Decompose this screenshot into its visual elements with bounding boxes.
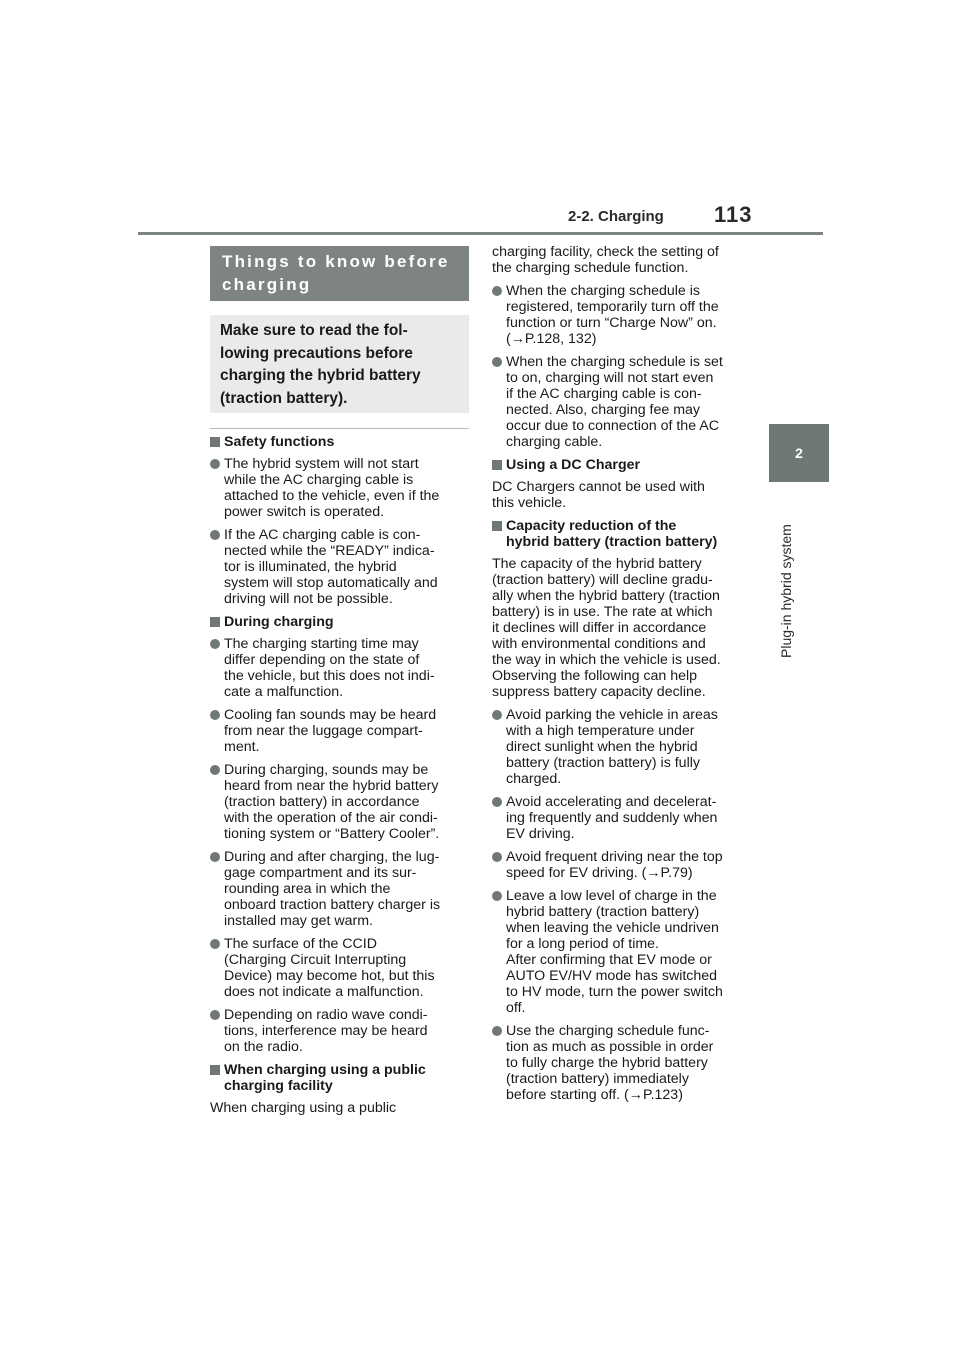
heading-capacity-reduction xyxy=(492,518,750,550)
circle-bullet-icon xyxy=(492,710,502,720)
list-item xyxy=(492,707,750,787)
circle-bullet-icon xyxy=(492,357,502,367)
heading-text: When charging using a public charging facility xyxy=(224,1062,426,1094)
paragraph xyxy=(492,556,750,700)
list-item xyxy=(492,888,750,1016)
circle-bullet-icon xyxy=(210,939,220,949)
list-item xyxy=(492,794,750,842)
right-column xyxy=(492,244,750,1110)
section-title: 2-2. Charging xyxy=(568,208,664,225)
callout-body-text: Make sure to read the fol- lowing precautions before charging the hybrid battery (traction battery). xyxy=(220,322,421,407)
list-item xyxy=(210,849,470,929)
heading-text: Capacity reduction of the hybrid battery (traction battery) xyxy=(506,518,718,550)
list-item-text: Depending on radio wave condi- tions, interference may be heard on the radio. xyxy=(224,1007,428,1055)
circle-bullet-icon xyxy=(492,852,502,862)
callout-title xyxy=(210,246,469,301)
heading-text: Safety functions xyxy=(224,434,335,450)
circle-bullet-icon xyxy=(210,852,220,862)
list-item xyxy=(210,456,470,520)
chapter-title: Plug-in hybrid system xyxy=(778,524,794,658)
list-item xyxy=(210,762,470,842)
list-item xyxy=(210,1007,470,1055)
list-item-text: Avoid accelerating and decelerat- ing frequently and suddenly when EV driving. xyxy=(506,794,718,842)
circle-bullet-icon xyxy=(210,459,220,469)
circle-bullet-icon xyxy=(210,1010,220,1020)
circle-bullet-icon xyxy=(492,797,502,807)
list-item xyxy=(492,283,750,347)
list-item-text: Use the charging schedule func- tion as much as possible in order to fully charge the hybrid battery (traction battery) immediately before starting off. (→P.123) xyxy=(506,1023,714,1103)
circle-bullet-icon xyxy=(492,891,502,901)
paragraph-text: When charging using a public xyxy=(210,1100,397,1116)
page-number: 113 xyxy=(714,202,753,227)
paragraph-text: charging facility, check the setting of the charging schedule function. xyxy=(492,244,719,276)
list-item-text: Cooling fan sounds may be heard from near the luggage compart- ment. xyxy=(224,707,437,755)
heading-during-charging xyxy=(210,614,470,630)
section-divider xyxy=(210,428,469,429)
paragraph xyxy=(492,244,750,276)
chapter-label xyxy=(778,488,798,658)
chapter-tab xyxy=(769,424,829,482)
chapter-number: 2 xyxy=(795,445,803,461)
heading-public-charging xyxy=(210,1062,470,1094)
circle-bullet-icon xyxy=(210,765,220,775)
circle-bullet-icon xyxy=(492,1026,502,1036)
square-bullet-icon xyxy=(492,521,502,531)
paragraph-text: DC Chargers cannot be used with this vehicle. xyxy=(492,479,705,511)
list-item-text: If the AC charging cable is con- nected while the “READY” indica- tor is illuminated, the hybrid system will stop automatically and driving will not be possible. xyxy=(224,527,438,607)
list-item xyxy=(492,849,750,881)
square-bullet-icon xyxy=(210,617,220,627)
list-item xyxy=(210,936,470,1000)
list-item xyxy=(210,636,470,700)
heading-text: During charging xyxy=(224,614,334,630)
callout-body xyxy=(210,315,469,413)
paragraph xyxy=(210,1100,470,1116)
list-item xyxy=(210,707,470,755)
list-item xyxy=(492,354,750,450)
heading-text: Using a DC Charger xyxy=(506,457,641,473)
list-item-text: Avoid parking the vehicle in areas with a high temperature under direct sunlight when the hybrid battery (traction battery) is fully charged. xyxy=(506,707,718,787)
paragraph-text: The capacity of the hybrid battery (traction battery) will decline gradu- ally when the hybrid battery (traction battery) is in use. The rate at which it declines will differ in accordance with environmental conditions and the way in which the vehicle is used. Observing the following can help suppress battery capacity decline. xyxy=(492,556,721,700)
list-item-text: When the charging schedule is set to on, charging will not start even if the AC charging cable is con- nected. Also, charging fee may occur due to connection of the AC charging cable. xyxy=(506,354,723,450)
square-bullet-icon xyxy=(210,1065,220,1075)
list-item-text: The surface of the CCID (Charging Circuit Interrupting Device) may become hot, but this does not indicate a malfunction. xyxy=(224,936,435,1000)
circle-bullet-icon xyxy=(210,530,220,540)
circle-bullet-icon xyxy=(210,639,220,649)
callout-title-text: Things to know before charging xyxy=(222,252,450,294)
heading-dc-charger xyxy=(492,457,750,473)
list-item-text: During and after charging, the lug- gage compartment and its sur- rounding area in which the onboard traction battery charger is installed may get warm. xyxy=(224,849,441,929)
header-divider xyxy=(138,232,823,235)
list-item-text: The hybrid system will not start while the AC charging cable is attached to the vehicle, even if the power switch is operated. xyxy=(224,456,440,520)
paragraph xyxy=(492,479,750,511)
square-bullet-icon xyxy=(210,437,220,447)
left-column xyxy=(210,434,470,1123)
heading-safety-functions xyxy=(210,434,470,450)
square-bullet-icon xyxy=(492,460,502,470)
circle-bullet-icon xyxy=(492,286,502,296)
list-item xyxy=(210,527,470,607)
list-item-text: Leave a low level of charge in the hybrid battery (traction battery) when leaving the vehicle undriven for a long period of time. After confirming that EV mode or AUTO EV/HV mode has switched to HV mode, turn the power switch off. xyxy=(506,888,723,1016)
list-item-text: During charging, sounds may be heard from near the hybrid battery (traction battery) in accordance with the operation of the air condi- tioning system or “Battery Cooler”. xyxy=(224,762,440,842)
list-item-text: Avoid frequent driving near the top speed for EV driving. (→P.79) xyxy=(506,849,723,881)
list-item-text: The charging starting time may differ depending on the state of the vehicle, but this does not indi- cate a malfunction. xyxy=(224,636,435,700)
circle-bullet-icon xyxy=(210,710,220,720)
list-item-text: When the charging schedule is registered, temporarily turn off the function or turn “Charge Now” on. (→P.128, 132) xyxy=(506,283,719,347)
list-item xyxy=(492,1023,750,1103)
